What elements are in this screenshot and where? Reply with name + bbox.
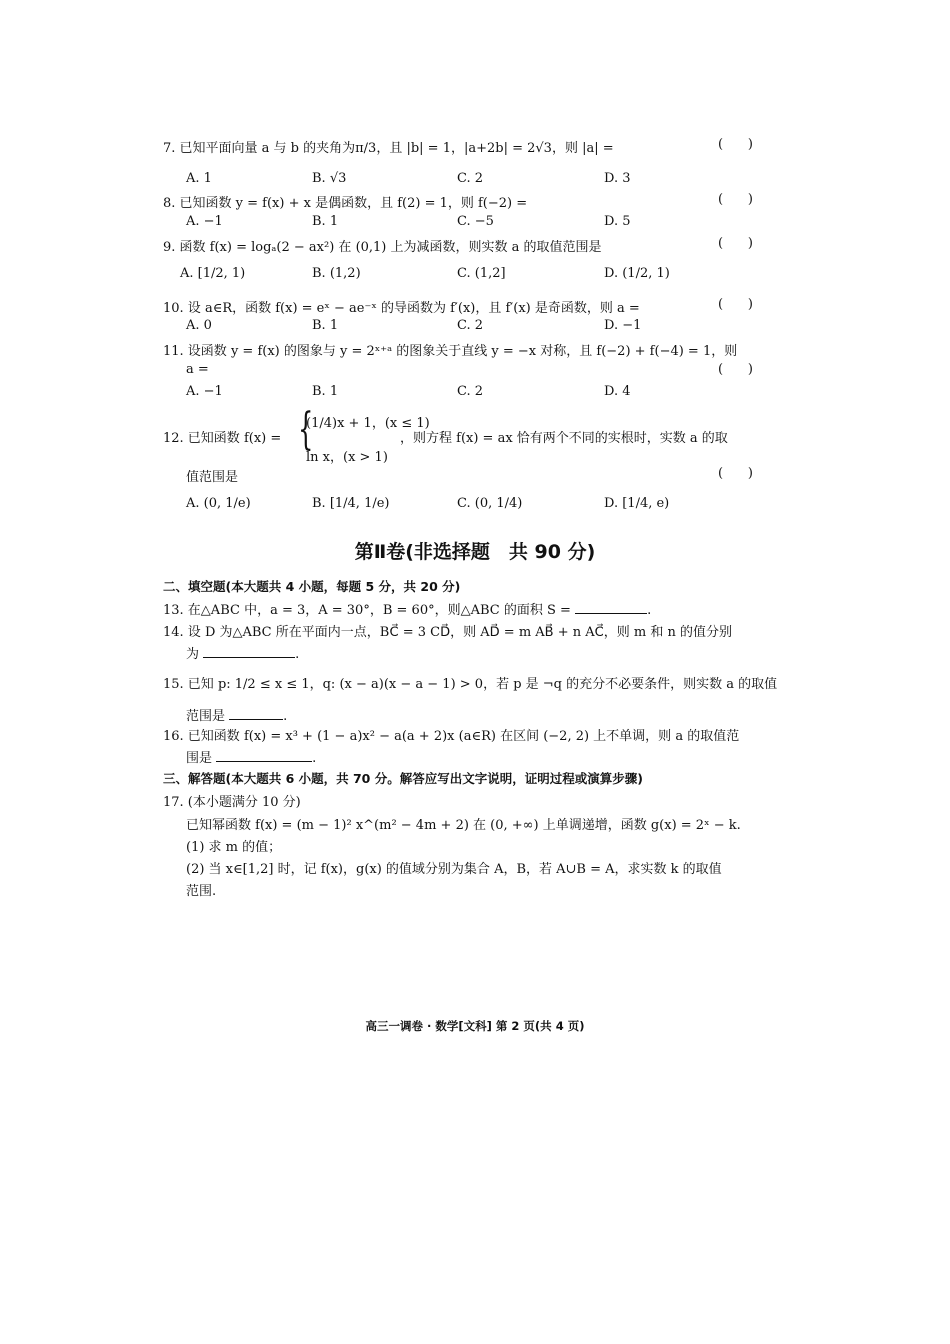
answer-blank-13[interactable]: [575, 601, 647, 614]
q7-option-a: A. 1: [186, 171, 212, 186]
answer-paren-9: ( ): [718, 236, 753, 251]
answer-paren-11: ( ): [718, 362, 753, 377]
q15-period: .: [283, 709, 288, 724]
question-12-rest: ，则方程 f(x) = ax 恰有两个不同的实根时，实数 a 的取: [400, 431, 728, 446]
q11-option-a: A. −1: [186, 384, 223, 399]
part-2-title: 第Ⅱ卷(非选择题 共 90 分): [354, 541, 596, 563]
q13-period: .: [647, 603, 652, 618]
fill-in-section-heading: 二、填空题(本大题共 4 小题，每题 5 分，共 20 分): [163, 579, 461, 594]
q12-piece-1: (1/4)x + 1，(x ≤ 1): [306, 416, 430, 431]
answer-blank-15[interactable]: [229, 707, 283, 720]
question-12-lead: 12. 已知函数 f(x) =: [163, 431, 282, 446]
question-11-line-1: 11. 设函数 y = f(x) 的图象与 y = 2ˣ⁺ᵃ 的图象关于直线 y = −x 对称，且 f(−2) + f(−4) = 1，则: [163, 344, 738, 359]
q10-option-b: B. 1: [312, 318, 339, 333]
q12-piece-2: ln x，(x > 1): [306, 450, 388, 465]
q9-option-a: A. [1/2, 1): [180, 266, 246, 281]
question-7: 7. 已知平面向量 a 与 b 的夹角为π/3，且 |b| = 1，|a+2b| = 2√3，则 |a| =: [163, 141, 614, 156]
q11-option-c: C. 2: [457, 384, 484, 399]
answer-paren-8: ( ): [718, 192, 753, 207]
q11-option-b: B. 1: [312, 384, 339, 399]
question-14-line-2: [186, 643, 299, 662]
question-17-statement: 已知幂函数 f(x) = (m − 1)² x^(m² − 4m + 2) 在 (0, +∞) 上单调递增，函数 g(x) = 2ˣ − k.: [186, 818, 741, 833]
q14-period: .: [295, 647, 300, 662]
question-12-line-2: 值范围是: [186, 470, 239, 485]
question-16-line-1: 16. 已知函数 f(x) = x³ + (1 − a)x² − a(a + 2)x (a∈R) 在区间 (−2, 2) 上不单调，则 a 的取值范: [163, 729, 740, 744]
q8-option-c: C. −5: [457, 214, 494, 229]
q9-option-d: D. (1/2, 1): [604, 266, 670, 281]
q11-option-d: D. 4: [604, 384, 631, 399]
question-9: 9. 函数 f(x) = logₐ(2 − ax²) 在 (0,1) 上为减函数，则实数 a 的取值范围是: [163, 240, 602, 255]
question-16-line-2: [186, 747, 316, 766]
q8-option-b: B. 1: [312, 214, 339, 229]
question-17-heading: 17. (本小题满分 10 分): [163, 795, 301, 810]
question-17-part-2: (2) 当 x∈[1,2] 时，记 f(x)，g(x) 的值域分别为集合 A，B，若 A∪B = A，求实数 k 的取值: [186, 862, 722, 877]
question-17-part-1: (1) 求 m 的值；: [186, 840, 282, 855]
q8-option-d: D. 5: [604, 214, 631, 229]
question-11-line-2: a =: [186, 362, 209, 377]
q8-option-a: A. −1: [186, 214, 223, 229]
question-15-text: 范围是: [186, 709, 226, 724]
q12-option-d: D. [1/4, e): [604, 496, 670, 511]
q10-option-a: A. 0: [186, 318, 212, 333]
piecewise-brace: {: [298, 404, 314, 455]
question-10: 10. 设 a∈R，函数 f(x) = eˣ − ae⁻ˣ 的导函数为 f′(x)，且 f′(x) 是奇函数，则 a =: [163, 301, 640, 316]
page-footer: 高三一调卷 · 数学[文科] 第 2 页(共 4 页): [365, 1019, 585, 1033]
answer-paren-10: ( ): [718, 297, 753, 312]
q12-option-c: C. (0, 1/4): [457, 496, 523, 511]
question-13-text: 13. 在△ABC 中，a = 3，A = 30°，B = 60°，则△ABC 的面积 S =: [163, 603, 571, 618]
q12-option-b: B. [1/4, 1/e): [312, 496, 390, 511]
question-8: 8. 已知函数 y = f(x) + x 是偶函数，且 f(2) = 1，则 f(−2) =: [163, 196, 528, 211]
question-15-line-2: [186, 705, 287, 724]
question-16-text: 围是: [186, 751, 213, 766]
solve-section-heading: 三、解答题(本大题共 6 小题，共 70 分。解答应写出文字说明，证明过程或演算步骤): [163, 771, 643, 786]
answer-paren-12: ( ): [718, 466, 753, 481]
q9-option-b: B. (1,2): [312, 266, 361, 281]
question-14-line-1: 14. 设 D 为△ABC 所在平面内一点，BC⃗ = 3 CD⃗，则 AD⃗ = m AB⃗ + n AC⃗，则 m 和 n 的值分别: [163, 625, 732, 640]
q9-option-c: C. (1,2]: [457, 266, 506, 281]
q16-period: .: [312, 751, 317, 766]
q7-option-d: D. 3: [604, 171, 631, 186]
answer-blank-14[interactable]: [203, 645, 295, 658]
question-13: [163, 599, 651, 618]
q7-option-b: B. √3: [312, 171, 347, 186]
answer-paren-7: ( ): [718, 137, 753, 152]
question-17-part-2-cont: 范围.: [186, 884, 217, 899]
q10-option-d: D. −1: [604, 318, 642, 333]
q7-option-c: C. 2: [457, 171, 484, 186]
question-14-text: 为: [186, 647, 200, 662]
question-15-line-1: 15. 已知 p: 1/2 ≤ x ≤ 1，q: (x − a)(x − a − 1) > 0，若 p 是 ¬q 的充分不必要条件，则实数 a 的取值: [163, 677, 778, 692]
answer-blank-16[interactable]: [216, 749, 312, 762]
q10-option-c: C. 2: [457, 318, 484, 333]
q12-option-a: A. (0, 1/e): [186, 496, 251, 511]
